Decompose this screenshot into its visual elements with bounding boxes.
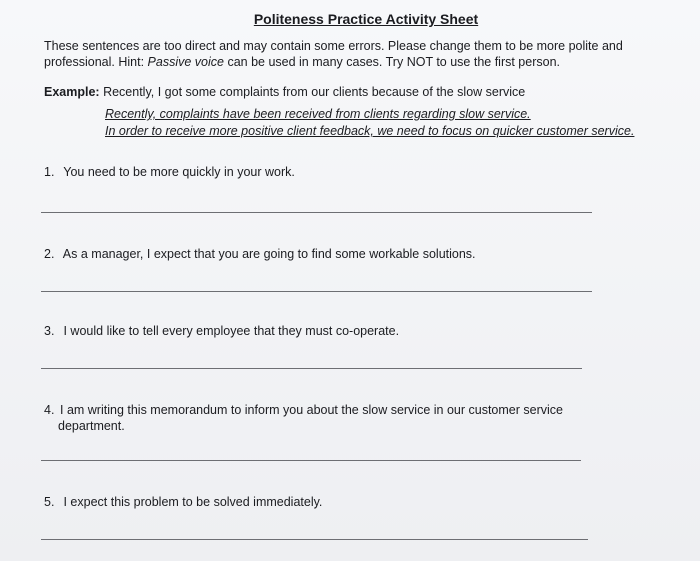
instructions-line-2: professional. Hint: Passive voice can be used in many cases. Try NOT to use the first person. bbox=[44, 55, 561, 69]
question-text: You need to be more quickly in your work. bbox=[63, 165, 295, 179]
instructions bbox=[44, 38, 684, 70]
example-label: Example: bbox=[44, 85, 100, 99]
answer-line-4[interactable] bbox=[41, 460, 581, 461]
answer-line-1[interactable] bbox=[41, 212, 592, 213]
example-sentence: Recently, I got some complaints from our clients because of the slow service bbox=[99, 85, 526, 99]
instructions-line-1: These sentences are too direct and may contain some errors. Please change them to be more polite and bbox=[44, 39, 623, 53]
question-text: I would like to tell every employee that they must co-operate. bbox=[63, 324, 400, 338]
question-number: 5. bbox=[44, 495, 55, 509]
question-text: I expect this problem to be solved immediately. bbox=[63, 495, 323, 509]
example-answer-1: Recently, complaints have been received from clients regarding slow service. bbox=[105, 107, 531, 121]
answer-line-5[interactable] bbox=[41, 539, 588, 540]
answer-line-2[interactable] bbox=[41, 291, 592, 292]
question-5 bbox=[44, 494, 604, 510]
question-number: 3. bbox=[44, 324, 55, 338]
question-1 bbox=[44, 164, 604, 180]
answer-line-3[interactable] bbox=[41, 368, 582, 369]
example-answer-2: In order to receive more positive client feedback, we need to focus on quicker customer service. bbox=[105, 124, 635, 138]
question-2 bbox=[44, 246, 604, 262]
example-block bbox=[44, 84, 684, 100]
question-text: As a manager, I expect that you are going to find some workable solutions. bbox=[62, 247, 476, 261]
question-number: 1. bbox=[44, 165, 55, 179]
page-title: Politeness Practice Activity Sheet bbox=[253, 11, 479, 27]
question-number: 2. bbox=[44, 247, 55, 261]
question-text-continued: department. bbox=[58, 419, 125, 433]
question-4 bbox=[44, 402, 644, 434]
question-text: I am writing this memorandum to inform you about the slow service in our customer service bbox=[60, 403, 563, 417]
question-3 bbox=[44, 323, 604, 339]
question-number: 4. bbox=[44, 403, 55, 417]
hint-italic: Passive voice bbox=[147, 55, 224, 69]
